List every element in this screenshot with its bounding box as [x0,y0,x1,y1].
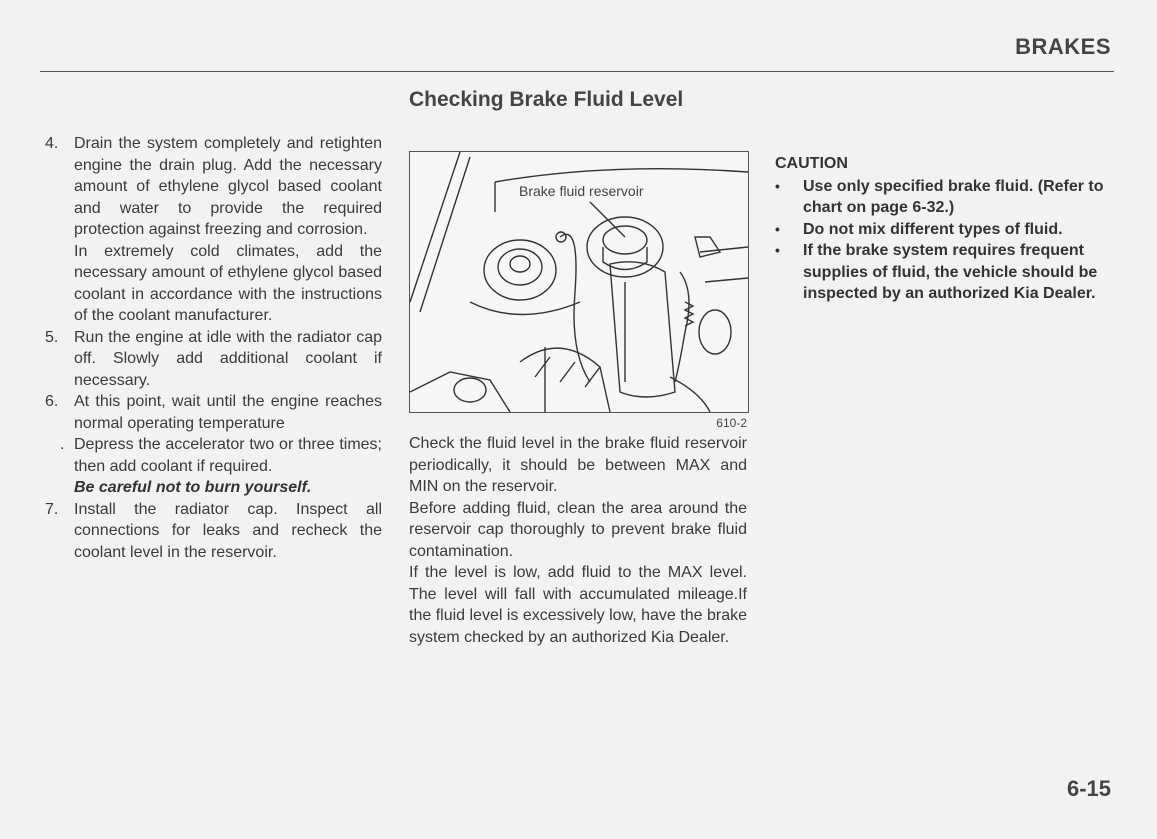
step-6-sub [40,434,382,477]
procedure-steps-cont [40,499,382,564]
procedure-steps [40,133,382,434]
figure-label: Brake fluid reservoir [519,183,644,199]
caution-item [775,219,1115,241]
sub-marker: . [60,436,65,453]
step-6 [40,391,382,434]
caution-title: CAUTION [775,155,848,172]
bullet-icon: • [775,220,780,237]
procedure-column [40,133,382,563]
caution-text: If the brake system requires frequent supplies of fluid, the vehicle should be inspected by an authorized Kia Dealer. [803,242,1098,302]
step-4-extra [40,241,382,327]
step-sub-text: Depress the accelerator two or three times; then add coolant if required. [74,436,382,475]
page-heading: Checking Brake Fluid Level [409,88,684,111]
step-number: 4. [45,135,59,152]
bullet-icon: • [775,177,780,194]
caution-text: Do not mix different types of fluid. [803,220,1063,238]
step-extra-text: In extremely cold climates, add the necessary amount of ethylene glycol based coolant in accordance with the instructions of the coolant manufacturer. [74,242,382,324]
step-7 [40,499,382,564]
step-number: 6. [45,393,59,410]
step-4 [40,133,382,241]
step-text: Run the engine at idle with the radiator cap off. Slowly add additional coolant if necessary. [74,328,382,389]
bullet-icon: • [775,242,780,258]
instruction-paragraph: If the level is low, add fluid to the MAX level. The level will fall with accumulated mileage.If the fluid level is excessively low, have the brake system checked by an authorized Kia Dealer. [409,564,747,646]
header-divider [40,71,1114,72]
instructions-column [409,433,747,648]
step-number: 7. [45,500,59,518]
page-number: 6-15 [1066,776,1111,801]
step-text: At this point, wait until the engine reaches normal operating temperature [74,393,382,432]
caution-item [775,240,1115,305]
caution-item [775,176,1115,219]
brake-reservoir-figure [409,151,749,413]
caution-text: Use only specified brake fluid. (Refer to chart on page 6-32.) [803,177,1104,216]
step-5 [40,327,382,392]
step-number: 5. [45,328,59,346]
section-title: BRAKES [1015,34,1111,59]
figure-id: 610-2 [716,416,747,430]
burn-warning: Be careful not to burn yourself. [74,479,312,496]
step-text: Drain the system completely and retighten engine the drain plug. Add the necessary amount of ethylene glycol based coolant and water to provide the required protection against freezing and corrosion. [74,135,382,238]
caution-list [775,176,1115,305]
caution-column [775,153,1115,305]
step-text: Install the radiator cap. Inspect all connections for leaks and recheck the coolant level in the reservoir. [74,500,382,561]
instruction-paragraph: Before adding fluid, clean the area around the reservoir cap thoroughly to prevent brake fluid contamination. [409,499,747,560]
instruction-paragraph: Check the fluid level in the brake fluid reservoir periodically, it should be between MAX and MIN on the reservoir. [409,435,747,495]
